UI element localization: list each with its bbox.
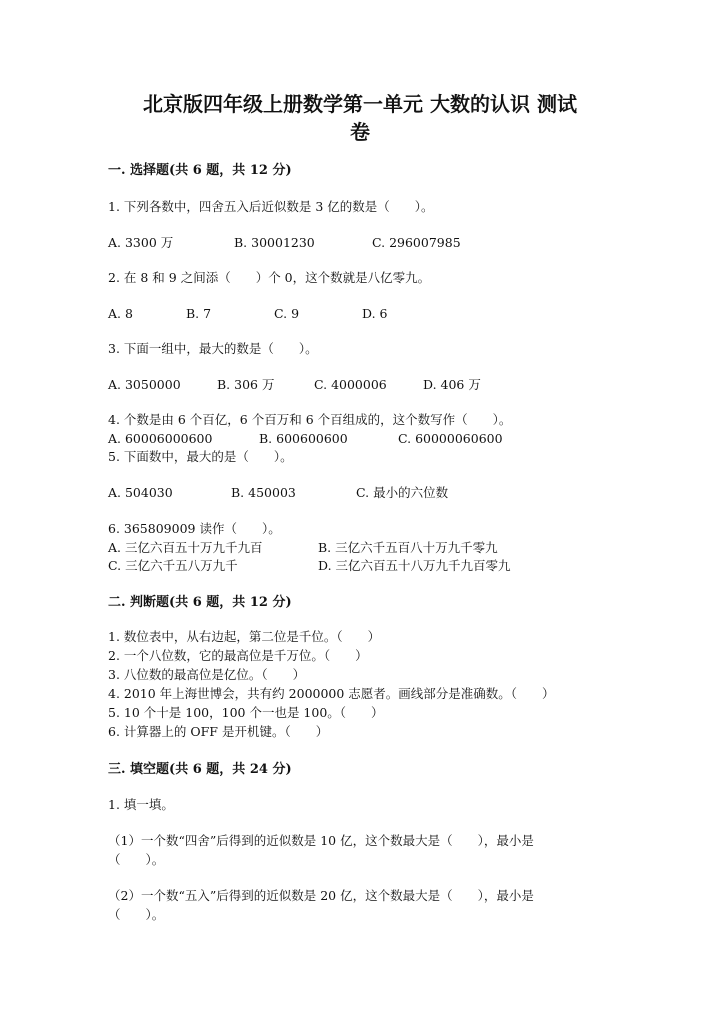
choice-q2-option-d: D. 6: [362, 306, 388, 321]
fill-q1-stem: 1. 填一填。: [108, 797, 174, 812]
choice-q6-option-c: C. 三亿六千五八万九千: [108, 558, 238, 573]
choice-q5-option-c: C. 最小的六位数: [356, 485, 449, 500]
section-judge-heading: 二. 判断题(共 6 题，共 12 分): [108, 595, 292, 610]
section-fill-heading: 三. 填空题(共 6 题，共 24 分): [108, 762, 292, 777]
fill-q1-part2-line1: （2）一个数“五入”后得到的近似数是 20 亿，这个数最大是（ ），最小是: [108, 888, 534, 903]
choice-q3-option-a: A. 3050000: [108, 377, 181, 392]
choice-q1-option-c: C. 296007985: [372, 235, 461, 250]
judge-item-4: 4. 2010 年上海世博会，共有约 2000000 志愿者。画线部分是准确数。（ ）: [108, 686, 555, 701]
section-choice-heading: 一. 选择题(共 6 题，共 12 分): [108, 163, 292, 178]
judge-item-6: 6. 计算器上的 OFF 是开机键。（ ）: [108, 724, 329, 739]
choice-q4-option-b: B. 600600600: [259, 431, 348, 446]
choice-q6-option-b: B. 三亿六千五百八十万九千零九: [318, 540, 498, 555]
choice-q5-option-a: A. 504030: [108, 485, 173, 500]
choice-q3-option-d: D. 406 万: [423, 377, 481, 392]
fill-q1-part2-line2: （ ）。: [108, 907, 165, 922]
choice-q1-option-a: A. 3300 万: [108, 235, 174, 250]
choice-q2-stem: 2. 在 8 和 9 之间添（ ）个 0，这个数就是八亿零九。: [108, 270, 431, 285]
choice-q5-option-b: B. 450003: [231, 485, 296, 500]
choice-q5-stem: 5. 下面数中，最大的是（ ）。: [108, 449, 293, 464]
choice-q6-option-a: A. 三亿六百五十万九千九百: [108, 540, 263, 555]
choice-q4-stem: 4. 个数是由 6 个百亿，6 个百万和 6 个百组成的，这个数写作（ ）。: [108, 412, 512, 427]
choice-q6-stem: 6. 365809009 读作（ ）。: [108, 521, 281, 536]
choice-q2-option-b: B. 7: [186, 306, 212, 321]
judge-item-2: 2. 一个八位数，它的最高位是千万位。（ ）: [108, 648, 368, 663]
choice-q1-stem: 1. 下列各数中，四舍五入后近似数是 3 亿的数是（ ）。: [108, 199, 434, 214]
judge-item-1: 1. 数位表中，从右边起，第二位是千位。（ ）: [108, 629, 381, 644]
choice-q2-option-a: A. 8: [108, 306, 133, 321]
doc-title-line2: 卷: [350, 120, 370, 144]
fill-q1-part1-line1: （1）一个数“四舍”后得到的近似数是 10 亿，这个数最大是（ ），最小是: [108, 833, 534, 848]
judge-item-5: 5. 10 个十是 100，100 个一也是 100。（ ）: [108, 705, 384, 720]
choice-q4-option-a: A. 60006000600: [108, 431, 213, 446]
choice-q3-option-c: C. 4000006: [314, 377, 387, 392]
choice-q3-stem: 3. 下面一组中，最大的数是（ ）。: [108, 341, 318, 356]
choice-q6-option-d: D. 三亿六百五十八万九千九百零九: [318, 558, 511, 573]
doc-title-line1: 北京版四年级上册数学第一单元 大数的认识 测试: [143, 92, 577, 116]
fill-q1-part1-line2: （ ）。: [108, 852, 165, 867]
choice-q2-option-c: C. 9: [274, 306, 300, 321]
choice-q4-option-c: C. 60000060600: [398, 431, 503, 446]
judge-item-3: 3. 八位数的最高位是亿位。（ ）: [108, 667, 306, 682]
choice-q3-option-b: B. 306 万: [217, 377, 275, 392]
choice-q1-option-b: B. 30001230: [234, 235, 315, 250]
